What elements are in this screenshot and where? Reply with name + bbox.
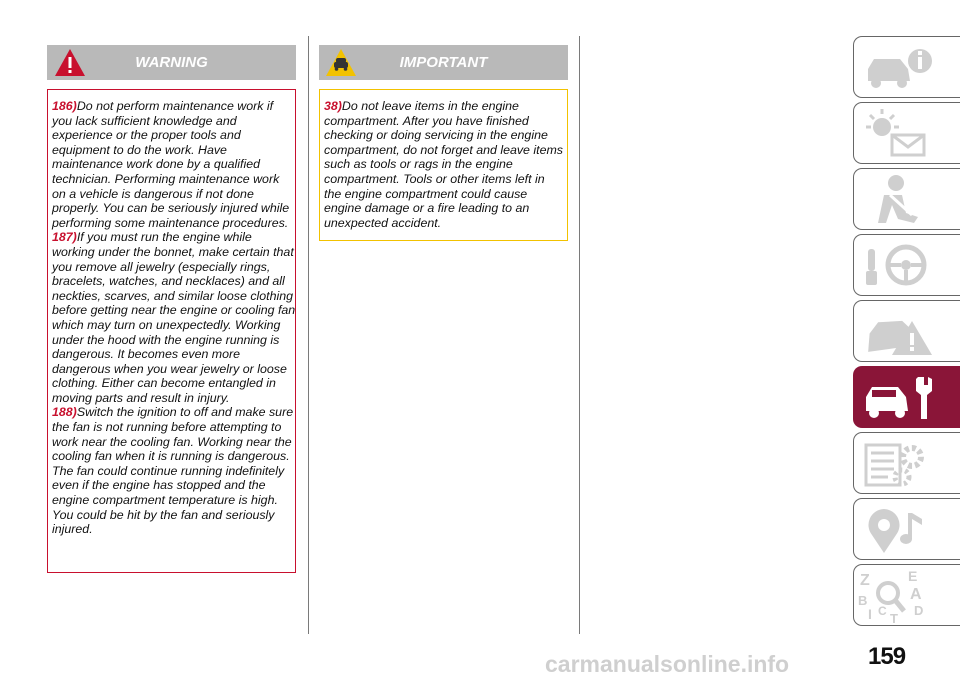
- item-text: If you must run the engine while working under the bonnet, make certain that you remove all jewelry (especially rings, bracelets, watches, and necklaces) and all neckties, scarves, and similar loose clothing before getting near the engine or cooling fan which may turn on unexpectedly. Working under the hood with the engine running is dangerous. It becomes even more dangerous when you wear jewelry or loose clothing. Either can become entangled in moving parts and result in injury.: [52, 230, 296, 405]
- tab-technical-specifications[interactable]: [853, 432, 960, 494]
- tab-servicing-and-care[interactable]: [853, 366, 960, 428]
- svg-text:B: B: [858, 593, 868, 608]
- warning-item: [52, 230, 296, 405]
- car-info-icon: [854, 37, 960, 99]
- item-ref: 38): [324, 99, 342, 113]
- tab-safety[interactable]: [853, 168, 960, 230]
- warning-text: [52, 99, 296, 537]
- item-ref: 188): [52, 405, 77, 420]
- watermark: carmanualsonline.info: [545, 651, 790, 677]
- important-item: [324, 99, 564, 230]
- important-header: [319, 45, 568, 80]
- warning-item: [52, 99, 296, 230]
- svg-text:D: D: [914, 603, 924, 618]
- item-ref: 186): [52, 99, 77, 113]
- svg-text:I: I: [868, 606, 872, 622]
- svg-text:T: T: [890, 611, 898, 626]
- important-text: [324, 99, 564, 230]
- column-divider: [579, 36, 580, 634]
- warning-header: [47, 45, 296, 80]
- svg-text:A: A: [910, 586, 922, 603]
- svg-text:Z: Z: [860, 572, 870, 589]
- tab-warning-lights[interactable]: [853, 102, 960, 164]
- column-divider: [308, 36, 309, 634]
- tab-knowing-your-car[interactable]: [853, 36, 960, 98]
- warning-lights-icon: [854, 103, 960, 165]
- svg-text:C: C: [878, 604, 887, 618]
- steering-key-icon: [854, 235, 960, 297]
- tab-in-an-emergency[interactable]: [853, 300, 960, 362]
- item-text: Do not perform maintenance work if you lack sufficient knowledge and experience or the proper tools and equipment to do the work. Have maintenance work done by a qualified technician. Performing maintenance work on a vehicle is dangerous if not done properly. You can be seriously injured while performing some maintenance procedures.: [52, 99, 290, 230]
- tab-starting-driving[interactable]: [853, 234, 960, 296]
- item-text: Switch the ignition to off and make sure the fan is not running before attempting to work near the cooling fan. Working near the cooling fan when it is running is dangerous. The fan could continue running indefinitely even if the engine has stopped and the engine compartment temperature is high. You could be hit by the fan and seriously injured.: [52, 405, 294, 537]
- specs-gear-icon: [854, 433, 960, 495]
- tab-multimedia[interactable]: [853, 498, 960, 560]
- page-number: 159: [868, 643, 906, 670]
- index-search-icon: [854, 565, 960, 627]
- seat-safety-icon: [854, 169, 960, 231]
- item-text: Do not leave items in the engine compartment. After you have finished checking or doing servicing in the engine compartment, do not forget and leave items such as tools or rags in the engine compartment. Tools or other items left in the engine compartment could cause engine damage or a fire leading to an unexpected accident.: [324, 99, 563, 230]
- item-ref: 187): [52, 230, 77, 245]
- tab-index[interactable]: [853, 564, 960, 626]
- car-maintenance-icon: [854, 367, 960, 429]
- warning-item: [52, 405, 296, 536]
- multimedia-icon: [854, 499, 960, 561]
- car-emergency-icon: [854, 301, 960, 363]
- important-title: IMPORTANT: [399, 54, 488, 71]
- warning-title: WARNING: [135, 54, 208, 71]
- svg-text:E: E: [908, 568, 918, 584]
